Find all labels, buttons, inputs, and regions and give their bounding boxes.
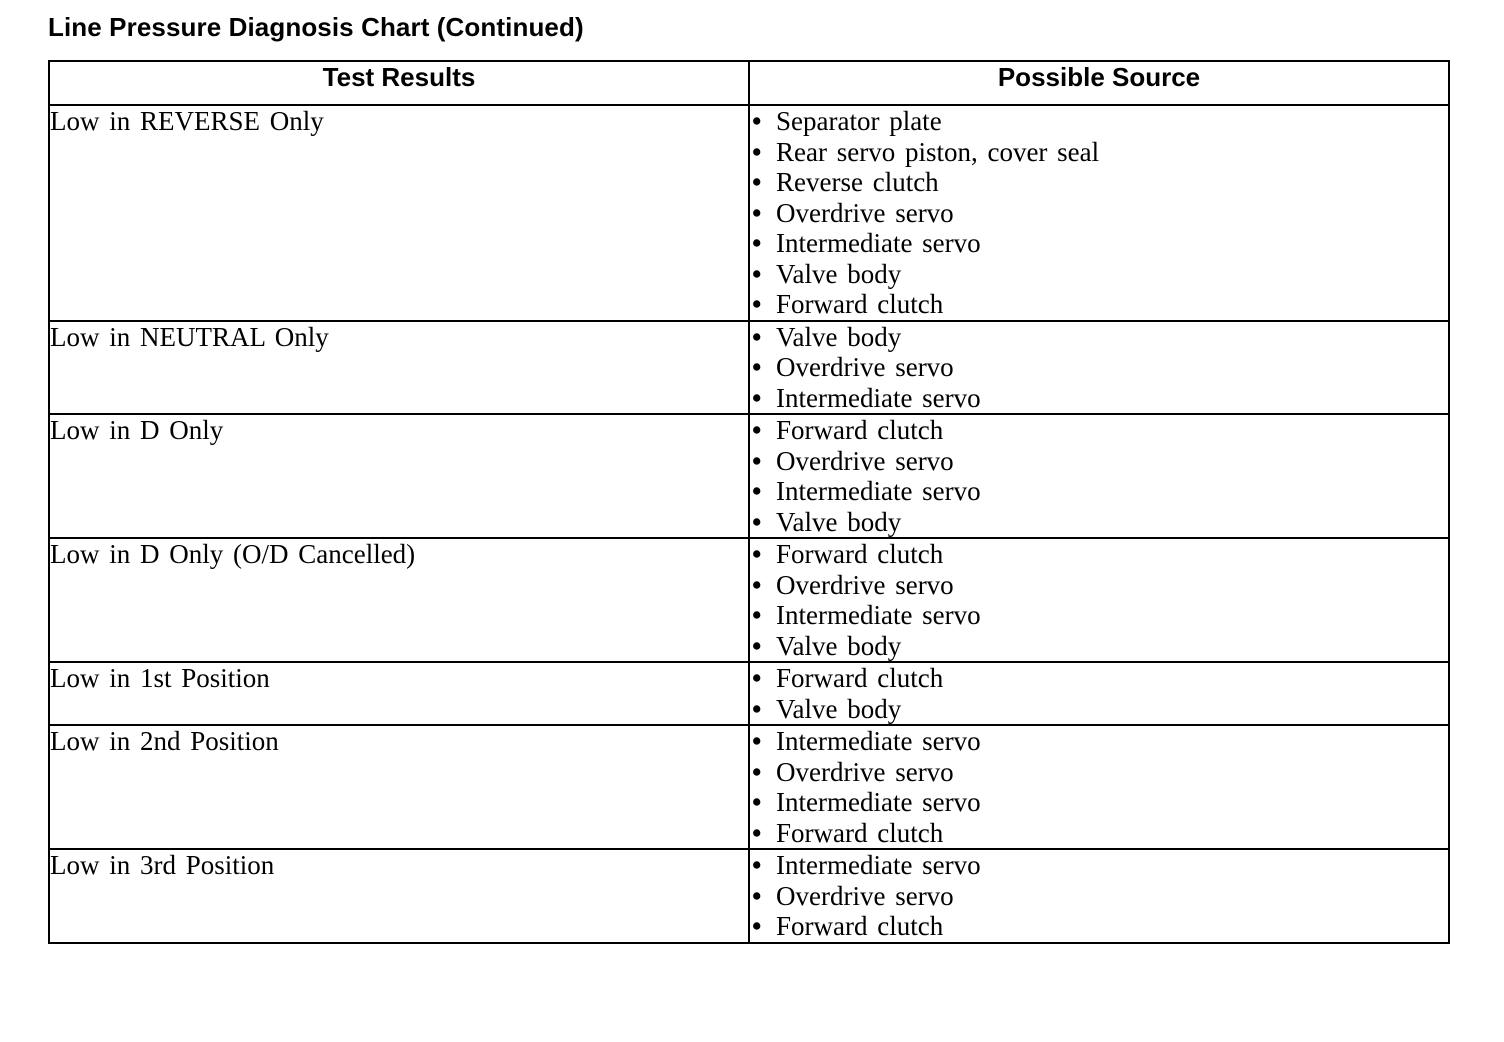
diagnosis-table — [48, 60, 1450, 944]
source-text: Valve body — [776, 258, 902, 289]
table-row — [49, 725, 1449, 849]
list-item — [750, 259, 1448, 290]
source-list — [750, 663, 1448, 724]
list-item — [750, 663, 1448, 694]
table-row — [49, 662, 1449, 725]
list-item — [750, 570, 1448, 601]
test-result-cell: Low in NEUTRAL Only — [49, 321, 749, 415]
list-item — [750, 539, 1448, 570]
source-text: Reverse clutch — [776, 167, 939, 197]
bullet-icon: • — [752, 415, 762, 445]
source-text: Valve body — [776, 506, 902, 537]
test-result-cell: Low in 3rd Position — [49, 849, 749, 943]
table-row — [49, 849, 1449, 943]
list-item — [750, 787, 1448, 818]
source-text: Intermediate servo — [776, 382, 981, 413]
possible-source-cell — [749, 849, 1449, 943]
source-text: Forward clutch — [776, 289, 944, 319]
bullet-icon: • — [752, 197, 762, 228]
table-row — [49, 321, 1449, 415]
source-text: Intermediate servo — [776, 726, 981, 756]
list-item — [750, 322, 1448, 353]
list-item — [750, 167, 1448, 198]
list-item — [750, 631, 1448, 662]
source-text: Rear servo piston, cover seal — [776, 136, 1100, 167]
list-item — [750, 600, 1448, 631]
table-row — [49, 105, 1449, 321]
source-text: Overdrive servo — [776, 445, 954, 476]
bullet-icon: • — [752, 228, 762, 258]
possible-source-cell — [749, 725, 1449, 849]
bullet-icon: • — [752, 630, 762, 661]
list-item — [750, 383, 1448, 414]
source-text: Intermediate servo — [776, 228, 981, 258]
test-result-cell: Low in 1st Position — [49, 662, 749, 725]
test-result-cell: Low in D Only (O/D Cancelled) — [49, 538, 749, 662]
source-list — [750, 539, 1448, 661]
table-header-row — [49, 61, 1449, 105]
list-item — [750, 289, 1448, 320]
list-item — [750, 507, 1448, 538]
source-text: Valve body — [776, 693, 902, 724]
source-text: Forward clutch — [776, 817, 944, 848]
bullet-icon: • — [752, 880, 762, 911]
list-item — [750, 757, 1448, 788]
page-title: Line Pressure Diagnosis Chart (Continued) — [48, 12, 584, 42]
bullet-icon: • — [752, 167, 762, 197]
bullet-icon: • — [752, 756, 762, 787]
bullet-icon: • — [752, 476, 762, 506]
source-text: Forward clutch — [776, 663, 944, 693]
list-item — [750, 911, 1448, 942]
source-text: Forward clutch — [776, 539, 944, 569]
possible-source-cell — [749, 414, 1449, 538]
bullet-icon: • — [752, 787, 762, 817]
source-text: Forward clutch — [776, 415, 944, 445]
source-text: Valve body — [776, 321, 902, 352]
source-text: Intermediate servo — [776, 850, 981, 880]
source-text: Overdrive servo — [776, 569, 954, 600]
possible-source-cell — [749, 105, 1449, 321]
bullet-icon: • — [752, 321, 762, 352]
list-item — [750, 850, 1448, 881]
possible-source-cell — [749, 321, 1449, 415]
source-text: Intermediate servo — [776, 787, 981, 817]
bullet-icon: • — [752, 693, 762, 724]
header-test-results: Test Results — [49, 61, 749, 105]
list-item — [750, 415, 1448, 446]
bullet-icon: • — [752, 600, 762, 630]
source-list — [750, 850, 1448, 942]
source-text: Valve body — [776, 630, 902, 661]
bullet-icon: • — [752, 726, 762, 756]
source-list — [750, 322, 1448, 414]
bullet-icon: • — [752, 136, 762, 167]
source-text: Overdrive servo — [776, 756, 954, 787]
bullet-icon: • — [752, 289, 762, 319]
source-text: Intermediate servo — [776, 600, 981, 630]
bullet-icon: • — [752, 569, 762, 600]
list-item — [750, 694, 1448, 725]
test-result-cell: Low in 2nd Position — [49, 725, 749, 849]
table-row — [49, 414, 1449, 538]
source-text: Separator plate — [776, 106, 942, 136]
source-list — [750, 726, 1448, 848]
list-item — [750, 476, 1448, 507]
list-item — [750, 228, 1448, 259]
list-item — [750, 137, 1448, 168]
test-result-cell: Low in D Only — [49, 414, 749, 538]
source-list — [750, 415, 1448, 537]
bullet-icon: • — [752, 817, 762, 848]
possible-source-cell — [749, 538, 1449, 662]
possible-source-cell — [749, 662, 1449, 725]
list-item — [750, 818, 1448, 849]
bullet-icon: • — [752, 106, 762, 136]
bullet-icon: • — [752, 911, 762, 941]
list-item — [750, 726, 1448, 757]
list-item — [750, 352, 1448, 383]
source-text: Overdrive servo — [776, 880, 954, 911]
list-item — [750, 881, 1448, 912]
bullet-icon: • — [752, 506, 762, 537]
test-result-cell: Low in REVERSE Only — [49, 105, 749, 321]
list-item — [750, 198, 1448, 229]
bullet-icon: • — [752, 539, 762, 569]
source-text: Forward clutch — [776, 911, 944, 941]
source-text: Intermediate servo — [776, 476, 981, 506]
list-item — [750, 446, 1448, 477]
bullet-icon: • — [752, 850, 762, 880]
bullet-icon: • — [752, 663, 762, 693]
bullet-icon: • — [752, 445, 762, 476]
table-row — [49, 538, 1449, 662]
source-text: Overdrive servo — [776, 352, 954, 382]
bullet-icon: • — [752, 382, 762, 413]
bullet-icon: • — [752, 258, 762, 289]
source-list — [750, 106, 1448, 320]
header-possible-source: Possible Source — [749, 61, 1449, 105]
list-item — [750, 106, 1448, 137]
source-text: Overdrive servo — [776, 197, 954, 228]
bullet-icon: • — [752, 352, 762, 382]
